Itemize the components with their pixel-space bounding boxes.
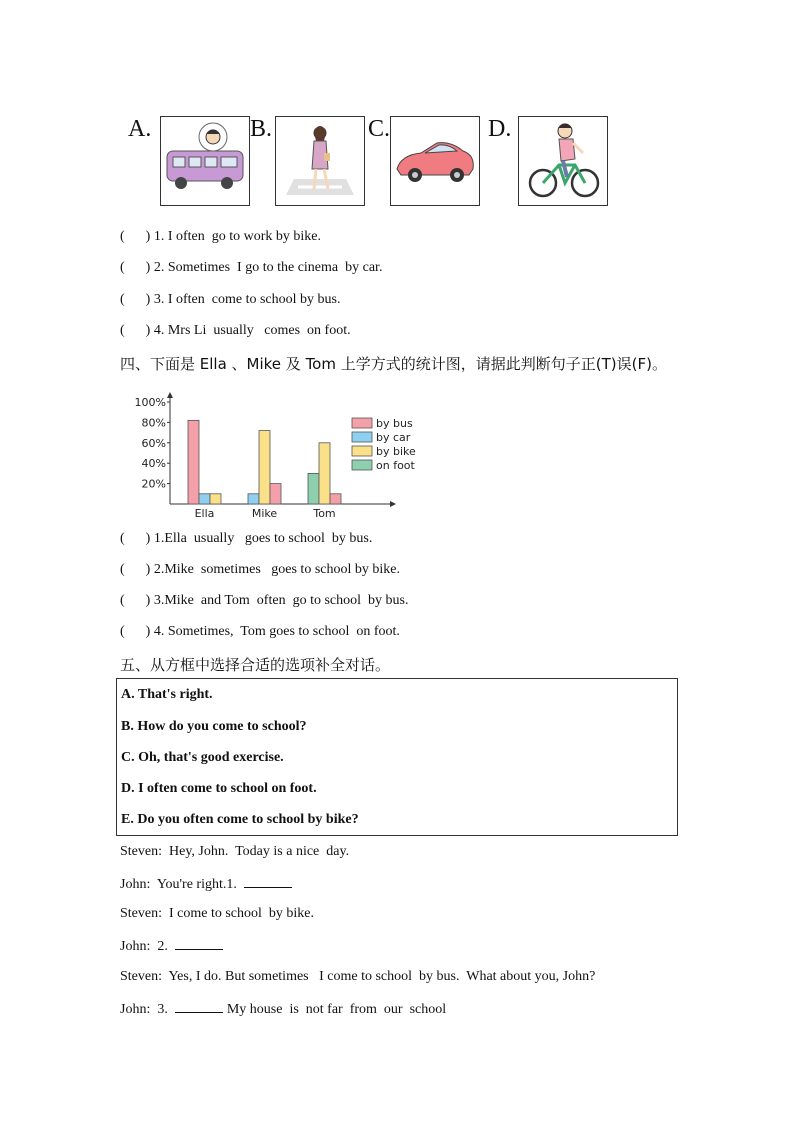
s3-item-3 [120, 292, 340, 308]
dialogue-text: Steven: I come to school by bike. [120, 906, 315, 921]
bar [199, 494, 210, 504]
option-letter-c: C. [368, 116, 391, 142]
legend-label: by bike [376, 445, 416, 458]
bar [188, 420, 199, 504]
option-letter-d: D. [488, 116, 512, 142]
section4-heading: 四、下面是 Ella 、Mike 及 Tom 上学方式的统计图，请据此判断句子正(T)误(F)。 [120, 355, 667, 373]
answer-paren[interactable]: ( ) [120, 593, 151, 608]
x-tick-label: Tom [313, 507, 336, 520]
dialogue-line-1 [120, 844, 349, 860]
answer-blank-3[interactable] [175, 1000, 223, 1013]
dialogue-line-4 [120, 937, 223, 955]
y-tick-label: 20% [141, 477, 166, 491]
answer-paren[interactable]: ( ) [120, 260, 151, 275]
option-letter-a: A. [128, 116, 152, 142]
option-b: B. How do you come to school? [121, 719, 307, 734]
legend-label: on foot [376, 459, 415, 472]
s3-item-2 [120, 260, 382, 276]
bar [270, 484, 281, 504]
walking-woman-icon [275, 116, 365, 206]
dialogue-text-after: My house is not far from our school [223, 1002, 447, 1017]
dialogue-text: John: 2. [120, 939, 168, 954]
option-c: C. Oh, that's good exercise. [121, 750, 284, 765]
bar [330, 494, 341, 504]
car-icon [390, 116, 480, 206]
s3-item-text: 4. Mrs Li usually comes on foot. [153, 323, 351, 338]
s3-item-text: 1. I often go to work by bike. [153, 229, 322, 244]
section5-heading: 五、从方框中选择合适的选项补全对话。 [120, 656, 391, 674]
y-tick-label: 100% [134, 396, 166, 409]
option-letter-b: B. [250, 116, 273, 142]
bar [259, 431, 270, 504]
s3-item-text: 2. Sometimes I go to the cinema by car. [153, 260, 383, 275]
bus-icon [160, 116, 250, 206]
dialogue-line-5 [120, 969, 595, 985]
answer-paren[interactable]: ( ) [120, 323, 151, 338]
dialogue-text: Steven: Yes, I do. But sometimes I come to school by bus. What about you, John? [120, 969, 596, 984]
s4-item-1 [120, 531, 372, 547]
answer-paren[interactable]: ( ) [120, 229, 151, 244]
s4-item-3 [120, 593, 408, 609]
s4-item-2 [120, 562, 400, 578]
y-tick-label: 40% [141, 457, 166, 471]
legend-swatch [352, 446, 372, 456]
s4-item-text: 4. Sometimes, Tom goes to school on foot. [153, 624, 400, 639]
legend-label: by car [376, 431, 411, 444]
legend-swatch [352, 432, 372, 442]
dialogue-line-6 [120, 1000, 446, 1018]
s4-item-4 [120, 624, 400, 640]
y-tick-label: 80% [141, 416, 166, 430]
s4-item-text: 1.Ella usually goes to school by bus. [153, 531, 373, 546]
s4-item-text: 2.Mike sometimes goes to school by bike. [153, 562, 400, 577]
x-tick-label: Ella [194, 507, 215, 520]
dialogue-line-2 [120, 875, 292, 893]
answer-paren[interactable]: ( ) [120, 562, 151, 577]
dialogue-text: John: 3. [120, 1002, 168, 1017]
legend-label: by bus [376, 417, 413, 430]
x-axis-arrow [390, 501, 396, 507]
s4-item-text: 3.Mike and Tom often go to school by bus. [153, 593, 409, 608]
legend-swatch [352, 418, 372, 428]
option-e: E. Do you often come to school by bike? [121, 812, 359, 827]
dialogue-text: Steven: Hey, John. Today is a nice day. [120, 844, 350, 859]
y-tick-label: 60% [141, 436, 166, 450]
answer-paren[interactable]: ( ) [120, 292, 151, 307]
answer-paren[interactable]: ( ) [120, 624, 151, 639]
options-box [116, 678, 678, 836]
answer-blank-2[interactable] [175, 937, 223, 950]
x-tick-label: Mike [251, 507, 278, 520]
s3-item-1 [120, 229, 321, 245]
bike-rider-icon [518, 116, 608, 206]
s3-item-4 [120, 323, 351, 339]
option-a: A. That's right. [121, 687, 213, 702]
option-d: D. I often come to school on foot. [121, 781, 317, 796]
dialogue-text: John: You're right.1. [120, 877, 237, 892]
answer-paren[interactable]: ( ) [120, 531, 151, 546]
bar [308, 473, 319, 504]
bar [319, 443, 330, 504]
bar-chart [120, 388, 440, 524]
answer-blank-1[interactable] [244, 875, 292, 888]
bar [248, 494, 259, 504]
dialogue-line-3 [120, 906, 314, 922]
bar [210, 494, 221, 504]
y-axis-arrow [167, 392, 173, 398]
legend-swatch [352, 460, 372, 470]
s3-item-text: 3. I often come to school by bus. [153, 292, 341, 307]
